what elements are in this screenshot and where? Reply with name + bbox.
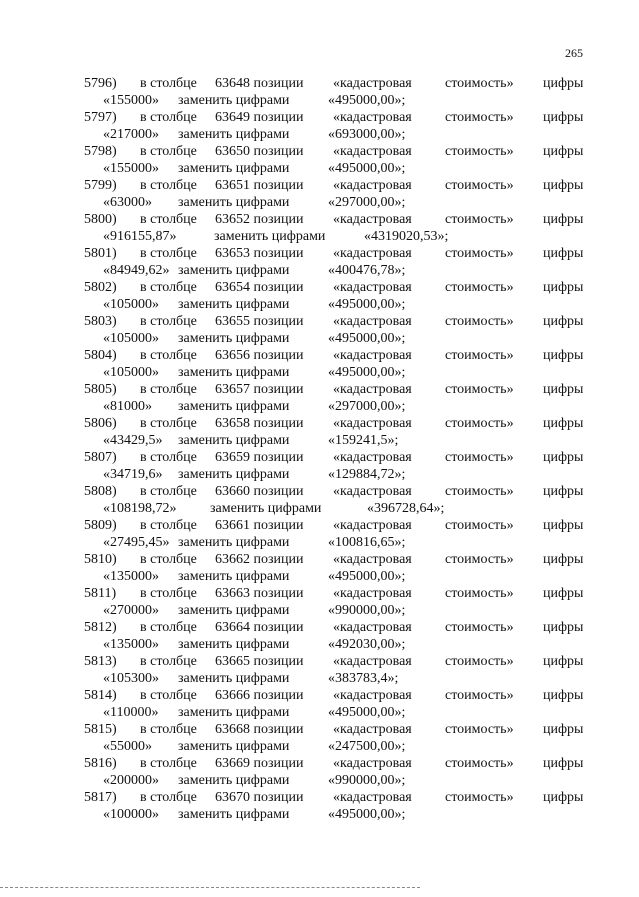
position-text: 63663 позиции	[215, 586, 304, 601]
old-value: «43429,5»	[103, 433, 163, 448]
replace-text: заменить цифрами	[178, 671, 290, 686]
position-text: 63669 позиции	[215, 756, 304, 771]
new-value: «492030,00»;	[328, 637, 406, 652]
amendment-entry	[0, 313, 639, 347]
new-value: «247500,00»;	[328, 739, 406, 754]
position-text: 63650 позиции	[215, 144, 304, 159]
old-value: «105000»	[103, 365, 159, 380]
column-text: в столбце	[140, 178, 197, 193]
cadastral-text: «кадастровая	[333, 518, 412, 533]
new-value: «159241,5»;	[328, 433, 399, 448]
entry-number: 5813)	[84, 654, 117, 669]
position-text: 63652 позиции	[215, 212, 304, 227]
replace-text: заменить цифрами	[178, 297, 290, 312]
value-text: стоимость»	[445, 484, 514, 499]
amendment-entry	[0, 483, 639, 517]
replace-text: заменить цифрами	[178, 705, 290, 720]
entry-number: 5814)	[84, 688, 117, 703]
amendment-entry	[0, 143, 639, 177]
digits-text: цифры	[543, 484, 584, 499]
new-value: «495000,00»;	[328, 705, 406, 720]
amendment-entry	[0, 517, 639, 551]
value-text: стоимость»	[445, 382, 514, 397]
digits-text: цифры	[543, 178, 584, 193]
entry-number: 5807)	[84, 450, 117, 465]
amendment-list	[0, 75, 639, 823]
replace-text: заменить цифрами	[178, 433, 290, 448]
entry-number: 5799)	[84, 178, 117, 193]
digits-text: цифры	[543, 688, 584, 703]
value-text: стоимость»	[445, 518, 514, 533]
replace-text: заменить цифрами	[178, 331, 290, 346]
entry-number: 5811)	[84, 586, 117, 601]
new-value: «495000,00»;	[328, 569, 406, 584]
digits-text: цифры	[543, 586, 584, 601]
cadastral-text: «кадастровая	[333, 144, 412, 159]
column-text: в столбце	[140, 144, 197, 159]
column-text: в столбце	[140, 348, 197, 363]
old-value: «217000»	[103, 127, 159, 142]
amendment-entry	[0, 789, 639, 823]
entry-number: 5812)	[84, 620, 117, 635]
value-text: стоимость»	[445, 552, 514, 567]
new-value: «495000,00»;	[328, 807, 406, 822]
value-text: стоимость»	[445, 76, 514, 91]
old-value: «27495,45»	[103, 535, 170, 550]
column-text: в столбце	[140, 620, 197, 635]
entry-number: 5816)	[84, 756, 117, 771]
position-text: 63661 позиции	[215, 518, 304, 533]
digits-text: цифры	[543, 722, 584, 737]
old-value: «108198,72»	[103, 501, 177, 516]
old-value: «135000»	[103, 569, 159, 584]
column-text: в столбце	[140, 484, 197, 499]
replace-text: заменить цифрами	[214, 229, 326, 244]
entry-number: 5809)	[84, 518, 117, 533]
new-value: «693000,00»;	[328, 127, 406, 142]
column-text: в столбце	[140, 382, 197, 397]
old-value: «135000»	[103, 637, 159, 652]
cadastral-text: «кадастровая	[333, 654, 412, 669]
value-text: стоимость»	[445, 586, 514, 601]
entry-number: 5797)	[84, 110, 117, 125]
amendment-entry	[0, 75, 639, 109]
position-text: 63653 позиции	[215, 246, 304, 261]
new-value: «495000,00»;	[328, 93, 406, 108]
position-text: 63656 позиции	[215, 348, 304, 363]
digits-text: цифры	[543, 76, 584, 91]
cadastral-text: «кадастровая	[333, 76, 412, 91]
replace-text: заменить цифрами	[178, 637, 290, 652]
position-text: 63660 позиции	[215, 484, 304, 499]
cadastral-text: «кадастровая	[333, 110, 412, 125]
old-value: «81000»	[103, 399, 152, 414]
amendment-entry	[0, 109, 639, 143]
cadastral-text: «кадастровая	[333, 756, 412, 771]
old-value: «155000»	[103, 161, 159, 176]
column-text: в столбце	[140, 76, 197, 91]
old-value: «200000»	[103, 773, 159, 788]
amendment-entry	[0, 347, 639, 381]
column-text: в столбце	[140, 212, 197, 227]
amendment-entry	[0, 177, 639, 211]
entry-number: 5800)	[84, 212, 117, 227]
digits-text: цифры	[543, 144, 584, 159]
value-text: стоимость»	[445, 348, 514, 363]
new-value: «495000,00»;	[328, 331, 406, 346]
replace-text: заменить цифрами	[178, 569, 290, 584]
amendment-entry	[0, 245, 639, 279]
cadastral-text: «кадастровая	[333, 450, 412, 465]
position-text: 63654 позиции	[215, 280, 304, 295]
value-text: стоимость»	[445, 246, 514, 261]
entry-number: 5801)	[84, 246, 117, 261]
digits-text: цифры	[543, 620, 584, 635]
new-value: «400476,78»;	[328, 263, 406, 278]
entry-number: 5808)	[84, 484, 117, 499]
column-text: в столбце	[140, 790, 197, 805]
entry-number: 5798)	[84, 144, 117, 159]
old-value: «155000»	[103, 93, 159, 108]
column-text: в столбце	[140, 110, 197, 125]
position-text: 63659 позиции	[215, 450, 304, 465]
amendment-entry	[0, 279, 639, 313]
replace-text: заменить цифрами	[178, 365, 290, 380]
position-text: 63662 позиции	[215, 552, 304, 567]
new-value: «297000,00»;	[328, 399, 406, 414]
column-text: в столбце	[140, 756, 197, 771]
position-text: 63658 позиции	[215, 416, 304, 431]
amendment-entry	[0, 653, 639, 687]
digits-text: цифры	[543, 790, 584, 805]
digits-text: цифры	[543, 246, 584, 261]
replace-text: заменить цифрами	[178, 399, 290, 414]
position-text: 63657 позиции	[215, 382, 304, 397]
old-value: «916155,87»	[103, 229, 177, 244]
position-text: 63664 позиции	[215, 620, 304, 635]
value-text: стоимость»	[445, 212, 514, 227]
entry-number: 5802)	[84, 280, 117, 295]
entry-number: 5810)	[84, 552, 117, 567]
entry-number: 5817)	[84, 790, 117, 805]
digits-text: цифры	[543, 654, 584, 669]
column-text: в столбце	[140, 654, 197, 669]
digits-text: цифры	[543, 756, 584, 771]
column-text: в столбце	[140, 416, 197, 431]
entry-number: 5803)	[84, 314, 117, 329]
cadastral-text: «кадастровая	[333, 620, 412, 635]
cadastral-text: «кадастровая	[333, 314, 412, 329]
old-value: «110000»	[103, 705, 159, 720]
page-bottom-divider	[0, 887, 420, 888]
value-text: стоимость»	[445, 722, 514, 737]
column-text: в столбце	[140, 586, 197, 601]
column-text: в столбце	[140, 246, 197, 261]
position-text: 63649 позиции	[215, 110, 304, 125]
value-text: стоимость»	[445, 450, 514, 465]
amendment-entry	[0, 449, 639, 483]
entry-number: 5796)	[84, 76, 117, 91]
replace-text: заменить цифрами	[210, 501, 322, 516]
old-value: «105000»	[103, 331, 159, 346]
cadastral-text: «кадастровая	[333, 382, 412, 397]
position-text: 63655 позиции	[215, 314, 304, 329]
digits-text: цифры	[543, 110, 584, 125]
cadastral-text: «кадастровая	[333, 348, 412, 363]
replace-text: заменить цифрами	[178, 773, 290, 788]
value-text: стоимость»	[445, 620, 514, 635]
new-value: «297000,00»;	[328, 195, 406, 210]
replace-text: заменить цифрами	[178, 127, 290, 142]
amendment-entry	[0, 211, 639, 245]
replace-text: заменить цифрами	[178, 161, 290, 176]
column-text: в столбце	[140, 450, 197, 465]
digits-text: цифры	[543, 314, 584, 329]
new-value: «990000,00»;	[328, 773, 406, 788]
new-value: «990000,00»;	[328, 603, 406, 618]
entry-number: 5806)	[84, 416, 117, 431]
digits-text: цифры	[543, 416, 584, 431]
replace-text: заменить цифрами	[178, 535, 290, 550]
replace-text: заменить цифрами	[178, 195, 290, 210]
replace-text: заменить цифрами	[178, 739, 290, 754]
new-value: «129884,72»;	[328, 467, 406, 482]
position-text: 63648 позиции	[215, 76, 304, 91]
old-value: «105000»	[103, 297, 159, 312]
entry-number: 5805)	[84, 382, 117, 397]
old-value: «100000»	[103, 807, 159, 822]
digits-text: цифры	[543, 518, 584, 533]
column-text: в столбце	[140, 552, 197, 567]
value-text: стоимость»	[445, 756, 514, 771]
new-value: «495000,00»;	[328, 365, 406, 380]
digits-text: цифры	[543, 552, 584, 567]
amendment-entry	[0, 755, 639, 789]
position-text: 63651 позиции	[215, 178, 304, 193]
replace-text: заменить цифрами	[178, 807, 290, 822]
cadastral-text: «кадастровая	[333, 416, 412, 431]
entry-number: 5804)	[84, 348, 117, 363]
old-value: «105300»	[103, 671, 159, 686]
value-text: стоимость»	[445, 688, 514, 703]
old-value: «63000»	[103, 195, 152, 210]
new-value: «383783,4»;	[328, 671, 399, 686]
new-value: «100816,65»;	[328, 535, 406, 550]
value-text: стоимость»	[445, 110, 514, 125]
old-value: «84949,62»	[103, 263, 170, 278]
cadastral-text: «кадастровая	[333, 586, 412, 601]
value-text: стоимость»	[445, 654, 514, 669]
column-text: в столбце	[140, 688, 197, 703]
position-text: 63670 позиции	[215, 790, 304, 805]
amendment-entry	[0, 551, 639, 585]
cadastral-text: «кадастровая	[333, 688, 412, 703]
value-text: стоимость»	[445, 178, 514, 193]
amendment-entry	[0, 585, 639, 619]
cadastral-text: «кадастровая	[333, 552, 412, 567]
old-value: «34719,6»	[103, 467, 163, 482]
cadastral-text: «кадастровая	[333, 722, 412, 737]
entry-number: 5815)	[84, 722, 117, 737]
amendment-entry	[0, 415, 639, 449]
amendment-entry	[0, 721, 639, 755]
digits-text: цифры	[543, 382, 584, 397]
new-value: «495000,00»;	[328, 161, 406, 176]
amendment-entry	[0, 619, 639, 653]
cadastral-text: «кадастровая	[333, 790, 412, 805]
amendment-entry	[0, 687, 639, 721]
position-text: 63666 позиции	[215, 688, 304, 703]
digits-text: цифры	[543, 450, 584, 465]
column-text: в столбце	[140, 722, 197, 737]
digits-text: цифры	[543, 348, 584, 363]
cadastral-text: «кадастровая	[333, 246, 412, 261]
value-text: стоимость»	[445, 314, 514, 329]
replace-text: заменить цифрами	[178, 467, 290, 482]
replace-text: заменить цифрами	[178, 263, 290, 278]
new-value: «396728,64»;	[367, 501, 445, 516]
value-text: стоимость»	[445, 280, 514, 295]
digits-text: цифры	[543, 280, 584, 295]
page-number: 265	[565, 46, 583, 60]
old-value: «270000»	[103, 603, 159, 618]
cadastral-text: «кадастровая	[333, 280, 412, 295]
replace-text: заменить цифрами	[178, 93, 290, 108]
cadastral-text: «кадастровая	[333, 212, 412, 227]
cadastral-text: «кадастровая	[333, 484, 412, 499]
digits-text: цифры	[543, 212, 584, 227]
value-text: стоимость»	[445, 416, 514, 431]
cadastral-text: «кадастровая	[333, 178, 412, 193]
new-value: «495000,00»;	[328, 297, 406, 312]
replace-text: заменить цифрами	[178, 603, 290, 618]
position-text: 63668 позиции	[215, 722, 304, 737]
column-text: в столбце	[140, 314, 197, 329]
amendment-entry	[0, 381, 639, 415]
value-text: стоимость»	[445, 144, 514, 159]
value-text: стоимость»	[445, 790, 514, 805]
old-value: «55000»	[103, 739, 152, 754]
column-text: в столбце	[140, 518, 197, 533]
new-value: «4319020,53»;	[364, 229, 449, 244]
column-text: в столбце	[140, 280, 197, 295]
position-text: 63665 позиции	[215, 654, 304, 669]
